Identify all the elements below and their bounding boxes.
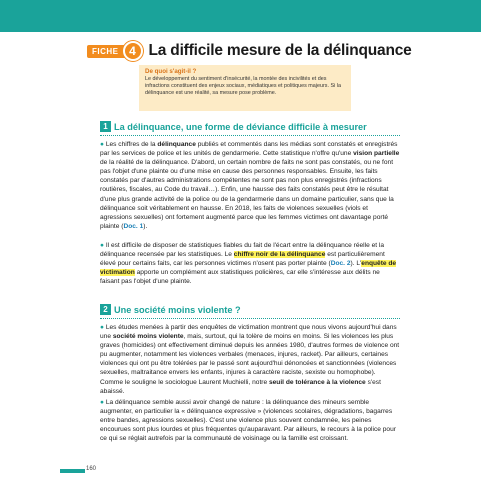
bold-term: vision partielle	[353, 150, 400, 158]
fiche-tag: FICHE	[87, 45, 129, 58]
text-run: , mais, surtout, qui la tolère de moins en moins. Si les violences les plus graves (homicides) ont effectivement diminué depuis les années 1980, d'autres formes de violence ont pu augmenter, notamment les violences verbales (menaces, injures, racket). Par ailleurs, certaines violences qui ont pu être tolérées par le passé sont aujourd'hui dénoncées et sanctionnées (violences sexuelles, maltraitance envers les enfants, injures à caractère raciste, sexiste ou homophobe). Comme le souligne le sociologue Laurent Muchielli, notre	[100, 333, 400, 386]
text-run: s'est abaissé.	[100, 378, 381, 395]
fiche-header	[87, 40, 412, 62]
text-run: Les études menées à partir des enquêtes de victimation montrent que nous vivons aujourd'hui dans une	[100, 324, 397, 341]
section-1-heading	[100, 121, 367, 132]
highlighted-term: chiffre noir de la délinquance	[233, 251, 326, 259]
text-run: ). L'	[350, 260, 362, 268]
page-number-bar	[60, 469, 85, 473]
section-2-paragraph-1	[100, 323, 400, 396]
text-run: publiés et commentés dans les médias sont constatés et enregistrés par les services de police et les unités de gendarmerie. Cette statistique n'offre qu'une	[100, 141, 398, 158]
text-run: La délinquance semble aussi avoir changé de nature : la délinquance des mineurs semble augmenter, en particulier la « délinquance expressive » (violences scolaires, dégradations, bagarres entre bandes, agressions sexuelles). C'est une violence plus souvent condamnée, les peines encourues sont plus lourdes et plus fréquentes qu'auparavant. Par ailleurs, le recours à la police pour ce qui se réglait autrefois par la communauté de voisinage ou la famille est croissant.	[100, 399, 396, 443]
bullet-icon: ●	[100, 399, 104, 406]
section-1-title: La délinquance, une forme de déviance difficile à mesurer	[114, 121, 367, 132]
section-2-number: 2	[100, 304, 111, 315]
page-title: La difficile mesure de la délinquance	[148, 42, 412, 59]
text-run: est particulièrement élevé pour certains faits, car les personnes victimes n'osent pas porter plainte (	[100, 251, 385, 268]
text-run: Il est difficile de disposer de statistiques fiables du fait de l'écart entre la délinquance réelle et la délinquance recensée par les statistiques. Le	[100, 242, 385, 259]
bullet-icon: ●	[100, 141, 104, 148]
bold-term: délinquance	[157, 141, 196, 148]
text-run: ).	[143, 222, 148, 230]
bullet-icon: ●	[100, 324, 104, 331]
doc-reference-link[interactable]: Doc. 1	[123, 222, 144, 230]
section-1-number: 1	[100, 121, 111, 132]
text-run: de la réalité de la délinquance. D'abord, un certain nombre de faits ne sont pas constatés, ou ne font pas l'objet d'une plainte ou d'une mise en cause des personnes responsables. Ensuite, les faits constatés par d'autres administrations compétentes ne sont pas non plus enregistrés (infractions routières, fiscales, au Code du travail…). Enfin, une hausse des faits constatés peut être le résultat d'une plus grande activité de la police ou de la gendarmerie dans un domaine particulier, sans que la délinquance soit véritablement en hausse. En 2018, les faits de violences sexuelles (viols et agressions sexuelles) ont fortement augmenté parce que les femmes victimes ont davantage porté plainte (	[100, 159, 394, 230]
text-run: apporte un complément aux statistiques policières, car elle s'intéresse aux délits ne faisant pas l'objet d'une plainte.	[100, 269, 380, 286]
bold-term: seuil de tolérance à la violence	[268, 378, 366, 386]
intro-text: Le développement du sentiment d'insécurité, la montée des incivilités et des infractions constituent des enjeux sociaux, médiatiques et politiques majeurs. Si la délinquance est une réalité, sa mesure pose problème.	[145, 76, 341, 96]
section-1-paragraph-2	[100, 241, 400, 286]
section-2-title: Une société moins violente ?	[114, 304, 241, 315]
intro-box	[139, 65, 351, 111]
text-run: Les chiffres de la	[105, 141, 158, 148]
page-number: 160	[86, 466, 97, 472]
intro-question: De quoi s'agit-il ?	[145, 68, 197, 75]
doc-reference-link[interactable]: Doc. 2	[330, 260, 351, 268]
fiche-number-badge: 4	[123, 41, 143, 61]
section-1-divider	[100, 135, 400, 136]
top-color-band	[0, 0, 481, 32]
section-2-divider	[100, 318, 400, 319]
section-2-heading	[100, 304, 241, 315]
bold-term: société moins violente	[112, 333, 184, 341]
section-1-paragraph-1	[100, 140, 400, 231]
bullet-icon: ●	[100, 242, 104, 249]
highlighted-term: enquête de victimation	[100, 260, 397, 277]
section-2-paragraph-2	[100, 398, 400, 443]
